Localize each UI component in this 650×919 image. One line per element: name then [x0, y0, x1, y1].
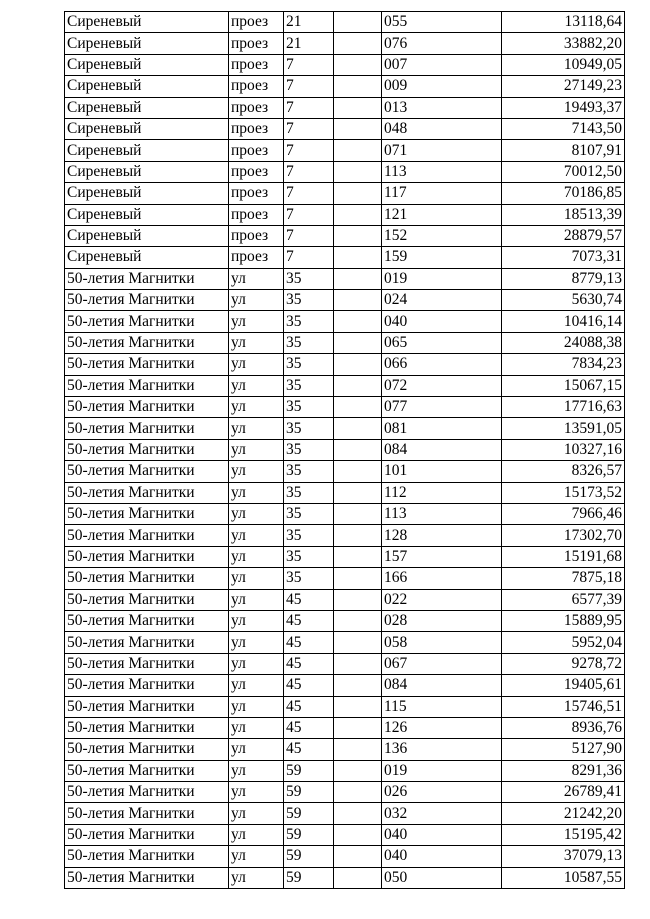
house-number-cell: 35: [284, 354, 334, 375]
table-row: [65, 54, 625, 75]
street-type-cell: проез: [229, 225, 284, 246]
flat-number-cell: 040: [382, 846, 502, 867]
street-type-cell: проез: [229, 161, 284, 182]
amount-cell: 17302,70: [502, 525, 625, 546]
flat-number-cell: 166: [382, 568, 502, 589]
flat-number-cell: 067: [382, 653, 502, 674]
street-cell: Сиреневый: [65, 247, 229, 268]
house-number-cell: 21: [284, 33, 334, 54]
table-row: [65, 610, 625, 631]
flat-number-cell: 040: [382, 824, 502, 845]
street-cell: 50-летия Магнитки: [65, 268, 229, 289]
flat-number-cell: 009: [382, 76, 502, 97]
house-number-cell: 7: [284, 183, 334, 204]
house-number-cell: 45: [284, 739, 334, 760]
empty-cell: [334, 782, 382, 803]
table-row: [65, 824, 625, 845]
flat-number-cell: 026: [382, 782, 502, 803]
debt-table-body: [65, 12, 625, 889]
table-row: [65, 397, 625, 418]
house-number-cell: 7: [284, 76, 334, 97]
flat-number-cell: 050: [382, 867, 502, 888]
empty-cell: [334, 846, 382, 867]
empty-cell: [334, 375, 382, 396]
street-cell: Сиреневый: [65, 183, 229, 204]
house-number-cell: 35: [284, 311, 334, 332]
table-row: [65, 461, 625, 482]
house-number-cell: 7: [284, 204, 334, 225]
table-row: [65, 696, 625, 717]
flat-number-cell: 115: [382, 696, 502, 717]
street-cell: Сиреневый: [65, 140, 229, 161]
street-type-cell: ул: [229, 311, 284, 332]
empty-cell: [334, 439, 382, 460]
house-number-cell: 7: [284, 97, 334, 118]
house-number-cell: 59: [284, 867, 334, 888]
table-row: [65, 225, 625, 246]
empty-cell: [334, 525, 382, 546]
street-cell: Сиреневый: [65, 33, 229, 54]
amount-cell: 7143,50: [502, 118, 625, 139]
table-row: [65, 97, 625, 118]
amount-cell: 70186,85: [502, 183, 625, 204]
house-number-cell: 35: [284, 290, 334, 311]
empty-cell: [334, 354, 382, 375]
table-row: [65, 482, 625, 503]
house-number-cell: 35: [284, 461, 334, 482]
flat-number-cell: 136: [382, 739, 502, 760]
flat-number-cell: 040: [382, 311, 502, 332]
empty-cell: [334, 461, 382, 482]
empty-cell: [334, 503, 382, 524]
empty-cell: [334, 140, 382, 161]
house-number-cell: 35: [284, 546, 334, 567]
street-type-cell: ул: [229, 418, 284, 439]
empty-cell: [334, 290, 382, 311]
empty-cell: [334, 311, 382, 332]
street-cell: Сиреневый: [65, 54, 229, 75]
amount-cell: 7966,46: [502, 503, 625, 524]
street-type-cell: ул: [229, 653, 284, 674]
street-type-cell: проез: [229, 183, 284, 204]
amount-cell: 37079,13: [502, 846, 625, 867]
street-type-cell: ул: [229, 439, 284, 460]
flat-number-cell: 159: [382, 247, 502, 268]
street-cell: 50-летия Магнитки: [65, 782, 229, 803]
amount-cell: 7834,23: [502, 354, 625, 375]
amount-cell: 15191,68: [502, 546, 625, 567]
empty-cell: [334, 653, 382, 674]
table-row: [65, 311, 625, 332]
street-cell: 50-летия Магнитки: [65, 525, 229, 546]
table-row: [65, 653, 625, 674]
empty-cell: [334, 739, 382, 760]
table-row: [65, 354, 625, 375]
flat-number-cell: 121: [382, 204, 502, 225]
street-cell: 50-летия Магнитки: [65, 482, 229, 503]
house-number-cell: 59: [284, 824, 334, 845]
flat-number-cell: 032: [382, 803, 502, 824]
amount-cell: 8107,91: [502, 140, 625, 161]
empty-cell: [334, 482, 382, 503]
house-number-cell: 35: [284, 439, 334, 460]
house-number-cell: 45: [284, 675, 334, 696]
street-type-cell: ул: [229, 332, 284, 353]
street-cell: 50-летия Магнитки: [65, 589, 229, 610]
street-type-cell: проез: [229, 12, 284, 33]
table-row: [65, 375, 625, 396]
table-row: [65, 503, 625, 524]
house-number-cell: 45: [284, 632, 334, 653]
table-row: [65, 568, 625, 589]
flat-number-cell: 076: [382, 33, 502, 54]
street-type-cell: ул: [229, 482, 284, 503]
table-row: [65, 525, 625, 546]
street-cell: 50-летия Магнитки: [65, 610, 229, 631]
amount-cell: 15889,95: [502, 610, 625, 631]
table-row: [65, 290, 625, 311]
amount-cell: 7875,18: [502, 568, 625, 589]
debt-table: [64, 11, 625, 889]
table-row: [65, 268, 625, 289]
house-number-cell: 59: [284, 782, 334, 803]
amount-cell: 9278,72: [502, 653, 625, 674]
amount-cell: 10949,05: [502, 54, 625, 75]
table-row: [65, 803, 625, 824]
table-row: [65, 782, 625, 803]
street-type-cell: проез: [229, 97, 284, 118]
flat-number-cell: 152: [382, 225, 502, 246]
empty-cell: [334, 610, 382, 631]
empty-cell: [334, 696, 382, 717]
table-row: [65, 867, 625, 888]
street-type-cell: проез: [229, 118, 284, 139]
table-row: [65, 33, 625, 54]
table-row: [65, 161, 625, 182]
house-number-cell: 35: [284, 268, 334, 289]
street-type-cell: ул: [229, 268, 284, 289]
street-type-cell: ул: [229, 867, 284, 888]
amount-cell: 15173,52: [502, 482, 625, 503]
flat-number-cell: 019: [382, 760, 502, 781]
table-row: [65, 140, 625, 161]
street-cell: 50-летия Магнитки: [65, 418, 229, 439]
flat-number-cell: 024: [382, 290, 502, 311]
street-cell: Сиреневый: [65, 225, 229, 246]
empty-cell: [334, 225, 382, 246]
flat-number-cell: 084: [382, 675, 502, 696]
amount-cell: 15195,42: [502, 824, 625, 845]
empty-cell: [334, 589, 382, 610]
street-cell: 50-летия Магнитки: [65, 803, 229, 824]
house-number-cell: 45: [284, 610, 334, 631]
street-type-cell: ул: [229, 461, 284, 482]
street-cell: Сиреневый: [65, 97, 229, 118]
amount-cell: 10587,55: [502, 867, 625, 888]
flat-number-cell: 117: [382, 183, 502, 204]
amount-cell: 21242,20: [502, 803, 625, 824]
house-number-cell: 35: [284, 568, 334, 589]
house-number-cell: 7: [284, 140, 334, 161]
house-number-cell: 35: [284, 397, 334, 418]
amount-cell: 13591,05: [502, 418, 625, 439]
house-number-cell: 45: [284, 717, 334, 738]
house-number-cell: 35: [284, 418, 334, 439]
empty-cell: [334, 632, 382, 653]
street-type-cell: ул: [229, 589, 284, 610]
amount-cell: 19493,37: [502, 97, 625, 118]
flat-number-cell: 112: [382, 482, 502, 503]
amount-cell: 33882,20: [502, 33, 625, 54]
amount-cell: 7073,31: [502, 247, 625, 268]
table-row: [65, 439, 625, 460]
flat-number-cell: 019: [382, 268, 502, 289]
street-type-cell: ул: [229, 782, 284, 803]
empty-cell: [334, 803, 382, 824]
table-row: [65, 632, 625, 653]
street-cell: Сиреневый: [65, 12, 229, 33]
street-type-cell: ул: [229, 503, 284, 524]
street-cell: 50-летия Магнитки: [65, 653, 229, 674]
empty-cell: [334, 397, 382, 418]
house-number-cell: 35: [284, 375, 334, 396]
flat-number-cell: 126: [382, 717, 502, 738]
house-number-cell: 7: [284, 225, 334, 246]
amount-cell: 18513,39: [502, 204, 625, 225]
amount-cell: 15067,15: [502, 375, 625, 396]
flat-number-cell: 113: [382, 161, 502, 182]
street-cell: 50-летия Магнитки: [65, 311, 229, 332]
street-type-cell: ул: [229, 696, 284, 717]
amount-cell: 8936,76: [502, 717, 625, 738]
flat-number-cell: 113: [382, 503, 502, 524]
flat-number-cell: 058: [382, 632, 502, 653]
table-row: [65, 204, 625, 225]
empty-cell: [334, 418, 382, 439]
street-type-cell: ул: [229, 760, 284, 781]
flat-number-cell: 072: [382, 375, 502, 396]
street-cell: 50-летия Магнитки: [65, 503, 229, 524]
street-type-cell: ул: [229, 824, 284, 845]
street-type-cell: ул: [229, 632, 284, 653]
street-type-cell: ул: [229, 739, 284, 760]
street-cell: Сиреневый: [65, 76, 229, 97]
flat-number-cell: 084: [382, 439, 502, 460]
amount-cell: 8779,13: [502, 268, 625, 289]
street-cell: 50-летия Магнитки: [65, 546, 229, 567]
amount-cell: 26789,41: [502, 782, 625, 803]
flat-number-cell: 007: [382, 54, 502, 75]
table-row: [65, 846, 625, 867]
table-row: [65, 739, 625, 760]
street-cell: 50-летия Магнитки: [65, 397, 229, 418]
flat-number-cell: 013: [382, 97, 502, 118]
table-row: [65, 418, 625, 439]
flat-number-cell: 081: [382, 418, 502, 439]
house-number-cell: 45: [284, 653, 334, 674]
empty-cell: [334, 546, 382, 567]
street-type-cell: ул: [229, 525, 284, 546]
street-cell: Сиреневый: [65, 161, 229, 182]
amount-cell: 8291,36: [502, 760, 625, 781]
empty-cell: [334, 247, 382, 268]
street-type-cell: ул: [229, 568, 284, 589]
house-number-cell: 45: [284, 696, 334, 717]
house-number-cell: 7: [284, 118, 334, 139]
amount-cell: 6577,39: [502, 589, 625, 610]
empty-cell: [334, 33, 382, 54]
street-cell: 50-летия Магнитки: [65, 439, 229, 460]
empty-cell: [334, 867, 382, 888]
street-type-cell: ул: [229, 354, 284, 375]
empty-cell: [334, 760, 382, 781]
empty-cell: [334, 161, 382, 182]
empty-cell: [334, 204, 382, 225]
street-type-cell: ул: [229, 290, 284, 311]
amount-cell: 24088,38: [502, 332, 625, 353]
amount-cell: 17716,63: [502, 397, 625, 418]
street-type-cell: ул: [229, 546, 284, 567]
street-cell: 50-летия Магнитки: [65, 290, 229, 311]
table-row: [65, 12, 625, 33]
house-number-cell: 35: [284, 482, 334, 503]
empty-cell: [334, 12, 382, 33]
table-row: [65, 546, 625, 567]
street-type-cell: ул: [229, 675, 284, 696]
amount-cell: 28879,57: [502, 225, 625, 246]
house-number-cell: 35: [284, 332, 334, 353]
flat-number-cell: 065: [382, 332, 502, 353]
street-cell: 50-летия Магнитки: [65, 675, 229, 696]
empty-cell: [334, 568, 382, 589]
house-number-cell: 7: [284, 161, 334, 182]
amount-cell: 5630,74: [502, 290, 625, 311]
flat-number-cell: 022: [382, 589, 502, 610]
house-number-cell: 35: [284, 525, 334, 546]
amount-cell: 27149,23: [502, 76, 625, 97]
amount-cell: 10416,14: [502, 311, 625, 332]
empty-cell: [334, 97, 382, 118]
empty-cell: [334, 54, 382, 75]
house-number-cell: 35: [284, 503, 334, 524]
street-type-cell: проез: [229, 140, 284, 161]
amount-cell: 8326,57: [502, 461, 625, 482]
empty-cell: [334, 824, 382, 845]
table-row: [65, 118, 625, 139]
flat-number-cell: 028: [382, 610, 502, 631]
table-row: [65, 589, 625, 610]
table-row: [65, 717, 625, 738]
table-row: [65, 247, 625, 268]
house-number-cell: 59: [284, 803, 334, 824]
street-type-cell: ул: [229, 803, 284, 824]
amount-cell: 5952,04: [502, 632, 625, 653]
house-number-cell: 7: [284, 247, 334, 268]
street-cell: 50-летия Магнитки: [65, 632, 229, 653]
flat-number-cell: 077: [382, 397, 502, 418]
street-type-cell: проез: [229, 247, 284, 268]
street-cell: 50-летия Магнитки: [65, 846, 229, 867]
empty-cell: [334, 717, 382, 738]
street-type-cell: ул: [229, 375, 284, 396]
street-type-cell: проез: [229, 54, 284, 75]
house-number-cell: 59: [284, 760, 334, 781]
street-cell: 50-летия Магнитки: [65, 332, 229, 353]
house-number-cell: 7: [284, 54, 334, 75]
street-cell: 50-летия Магнитки: [65, 867, 229, 888]
street-cell: 50-летия Магнитки: [65, 824, 229, 845]
street-cell: 50-летия Магнитки: [65, 696, 229, 717]
street-cell: 50-летия Магнитки: [65, 739, 229, 760]
street-type-cell: проез: [229, 33, 284, 54]
amount-cell: 15746,51: [502, 696, 625, 717]
street-type-cell: проез: [229, 76, 284, 97]
empty-cell: [334, 76, 382, 97]
street-cell: 50-летия Магнитки: [65, 760, 229, 781]
empty-cell: [334, 675, 382, 696]
flat-number-cell: 066: [382, 354, 502, 375]
street-cell: 50-летия Магнитки: [65, 717, 229, 738]
house-number-cell: 21: [284, 12, 334, 33]
street-type-cell: ул: [229, 717, 284, 738]
street-type-cell: ул: [229, 846, 284, 867]
amount-cell: 5127,90: [502, 739, 625, 760]
street-type-cell: ул: [229, 610, 284, 631]
table-row: [65, 760, 625, 781]
flat-number-cell: 128: [382, 525, 502, 546]
street-cell: 50-летия Магнитки: [65, 375, 229, 396]
amount-cell: 13118,64: [502, 12, 625, 33]
street-cell: 50-летия Магнитки: [65, 461, 229, 482]
empty-cell: [334, 332, 382, 353]
street-type-cell: проез: [229, 204, 284, 225]
amount-cell: 19405,61: [502, 675, 625, 696]
table-row: [65, 675, 625, 696]
street-cell: Сиреневый: [65, 118, 229, 139]
house-number-cell: 59: [284, 846, 334, 867]
street-cell: Сиреневый: [65, 204, 229, 225]
house-number-cell: 45: [284, 589, 334, 610]
street-type-cell: ул: [229, 397, 284, 418]
empty-cell: [334, 118, 382, 139]
table-row: [65, 76, 625, 97]
street-cell: 50-летия Магнитки: [65, 354, 229, 375]
flat-number-cell: 157: [382, 546, 502, 567]
empty-cell: [334, 268, 382, 289]
flat-number-cell: 048: [382, 118, 502, 139]
amount-cell: 70012,50: [502, 161, 625, 182]
empty-cell: [334, 183, 382, 204]
flat-number-cell: 071: [382, 140, 502, 161]
table-row: [65, 183, 625, 204]
table-row: [65, 332, 625, 353]
street-cell: 50-летия Магнитки: [65, 568, 229, 589]
flat-number-cell: 055: [382, 12, 502, 33]
amount-cell: 10327,16: [502, 439, 625, 460]
flat-number-cell: 101: [382, 461, 502, 482]
